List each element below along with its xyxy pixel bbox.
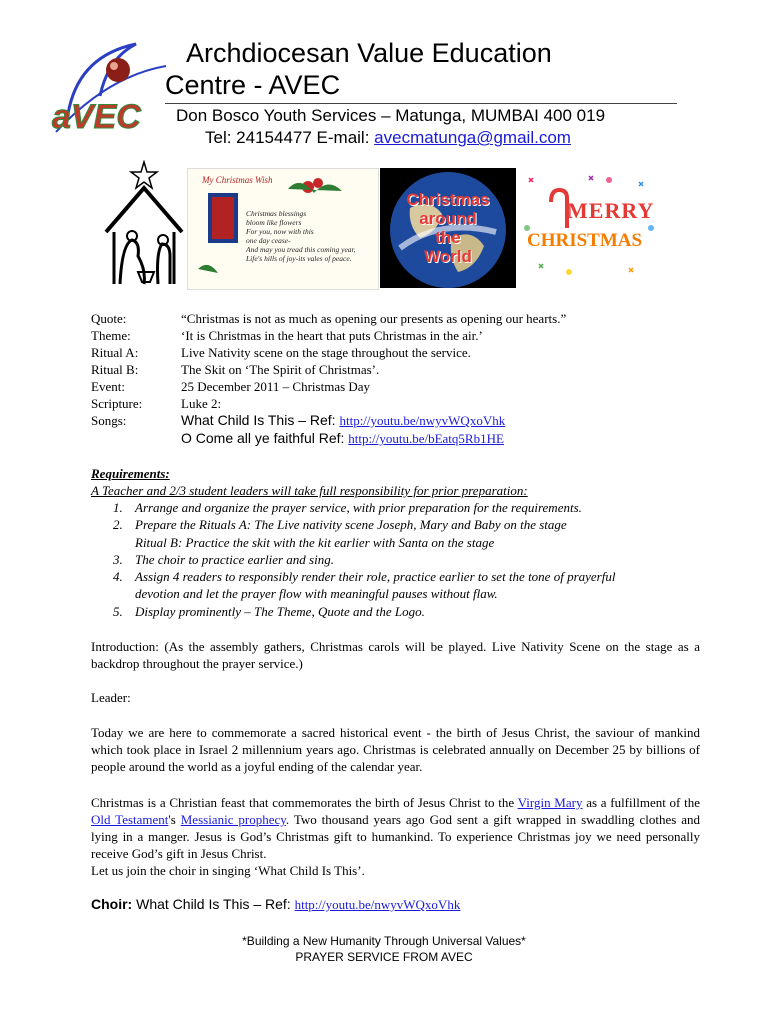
requirement-text: Display prominently – The Theme, Quote and the Logo. — [135, 604, 425, 619]
requirement-number: 5. — [113, 604, 123, 619]
requirement-number: 4. — [113, 569, 123, 584]
candy-cane-icon — [551, 190, 567, 228]
christmas-word: CHRISTMAS — [527, 230, 643, 251]
footer-title: PRAYER SERVICE FROM AVEC — [295, 950, 473, 964]
song-1-text: What Child Is This – Ref: — [181, 412, 340, 428]
requirements-heading: Requirements: — [91, 466, 170, 481]
globe-caption — [380, 190, 516, 266]
leader-label: Leader: — [91, 690, 131, 705]
christmas-globe-image — [380, 168, 516, 288]
card-title: My Christmas Wish — [202, 175, 273, 185]
card-verse-line: one day cease- — [246, 236, 291, 245]
avec-logo — [48, 36, 168, 148]
org-title-line2: Centre - AVEC — [165, 70, 341, 100]
org-title-line1: Archdiocesan Value Education — [186, 38, 552, 68]
globe-caption-line: Christmas — [406, 190, 490, 209]
song-2 — [181, 430, 504, 447]
star-icon — [131, 162, 157, 188]
paragraph-2 — [91, 794, 700, 879]
christmas-wish-card — [187, 168, 379, 290]
tel-label: Tel: 24154477 E-mail: — [205, 128, 375, 147]
footer-tagline: *Building a New Humanity Through Universal Values* — [242, 934, 526, 948]
requirement-number: 1. — [113, 500, 123, 515]
info-label: Ritual A: — [91, 345, 139, 360]
info-value: Live Nativity scene on the stage throughout the service. — [181, 345, 471, 360]
stable-roof-icon — [106, 188, 182, 232]
old-testament-link[interactable]: Old Testament — [91, 812, 169, 827]
header-divider — [165, 103, 677, 104]
logo-text: aVEC — [52, 98, 141, 136]
info-label: Scripture: — [91, 396, 143, 411]
song-1-link[interactable]: http://youtu.be/nwyvWQxoVhk — [339, 413, 506, 428]
info-value: Luke 2: — [181, 396, 222, 411]
nativity-drawing — [100, 160, 188, 288]
messianic-prophecy-link[interactable]: Messianic prophecy — [180, 812, 286, 827]
contact-line — [205, 128, 571, 148]
requirements-intro: A Teacher and 2/3 student leaders will take full responsibility for prior preparation: — [91, 483, 528, 498]
card-verse-line: bloom like flowers — [246, 218, 302, 227]
para2-last-line: Let us join the choir in singing ‘What Child Is This’. — [91, 863, 365, 878]
choir-line — [91, 896, 460, 914]
requirement-text: Ritual B: Practice the skit with the kit earlier with Santa on the stage — [135, 535, 495, 550]
card-verse-line: For you, now with this — [246, 227, 314, 236]
song-1 — [181, 412, 505, 429]
choir-label: Choir: — [91, 896, 133, 912]
para2-text: Christmas is a Christian feast that commemorates the birth of Jesus Christ to the — [91, 795, 518, 810]
info-label: Theme: — [91, 328, 131, 343]
song-2-link[interactable]: http://youtu.be/bEatq5Rb1HE — [348, 431, 504, 446]
merry-word: MERRY — [567, 198, 655, 223]
song-2-text: O Come all ye faithful Ref: — [181, 430, 349, 446]
globe-caption-line: around — [419, 209, 477, 228]
para2-text: 's — [168, 812, 181, 827]
requirement-number: 2. — [113, 517, 123, 532]
requirement-text: Prepare the Rituals A: The Live nativity scene Joseph, Mary and Baby on the stage — [135, 517, 567, 532]
choir-text: What Child Is This – Ref: — [132, 896, 295, 912]
requirement-number: 3. — [113, 552, 123, 567]
logo-ball — [106, 58, 130, 82]
joseph-figure-icon — [158, 244, 171, 284]
card-verse-line: Christmas blessings — [246, 209, 307, 218]
requirement-text: The choir to practice earlier and sing. — [135, 552, 334, 567]
para2-text: as a fulfillment of the — [582, 795, 700, 810]
requirement-text: Arrange and organize the prayer service, with prior preparation for the requirements. — [135, 500, 582, 515]
choir-link[interactable]: http://youtu.be/nwyvWQxoVhk — [294, 897, 461, 912]
info-label: Event: — [91, 379, 125, 394]
virgin-mary-link[interactable]: Virgin Mary — [517, 795, 583, 810]
globe-caption-line: the — [435, 228, 461, 247]
manger-icon — [138, 272, 154, 282]
info-label: Songs: — [91, 413, 127, 428]
requirement-text: devotion and let the prayer flow with meaningful pauses without flaw. — [135, 586, 498, 601]
introduction-paragraph: Introduction: (As the assembly gathers, Christmas carols will be played. Live Nativity Scene on the stage as a backdrop throughout the prayer service.) — [91, 639, 700, 671]
requirement-text: Assign 4 readers to responsibly render their role, practice earlier to set the tone of prayerful — [135, 569, 616, 584]
card-verse — [246, 209, 356, 263]
card-verse-line: And may you tread this coming year, — [246, 245, 356, 254]
merry-christmas-image — [519, 168, 662, 288]
globe-caption-line: World — [424, 247, 472, 266]
info-value: 25 December 2011 – Christmas Day — [181, 379, 371, 394]
email-link[interactable]: avecmatunga@gmail.com — [374, 128, 571, 147]
info-label: Quote: — [91, 311, 127, 326]
para2-text: . Two thousand years ago God sent a gift wrapped in swaddling clothes and lying in a manger. Jesus is God’s Christmas gift to humankind. To experience Christmas joy we need personally receive God’s gift in Jesus Christ. — [91, 812, 700, 861]
paragraph-1: Today we are here to commemorate a sacred historical event - the birth of Jesus Christ, the saviour of mankind which took place in Israel 2 millennium years ago. Christmas is celebrated annually on December 25 by billions of people around the world as a joyful ending of the calendar year. — [91, 725, 700, 774]
info-label: Ritual B: — [91, 362, 139, 377]
info-value: ‘It is Christmas in the heart that puts Christmas in the air.’ — [181, 328, 483, 343]
info-value: The Skit on ‘The Spirit of Christmas’. — [181, 362, 380, 377]
address: Don Bosco Youth Services – Matunga, MUMBAI 400 019 — [176, 106, 606, 125]
card-verse-line: Life's hills of joy-its vales of peace. — [246, 254, 352, 263]
info-value: “Christmas is not as much as opening our presents as opening our hearts.” — [181, 311, 567, 326]
